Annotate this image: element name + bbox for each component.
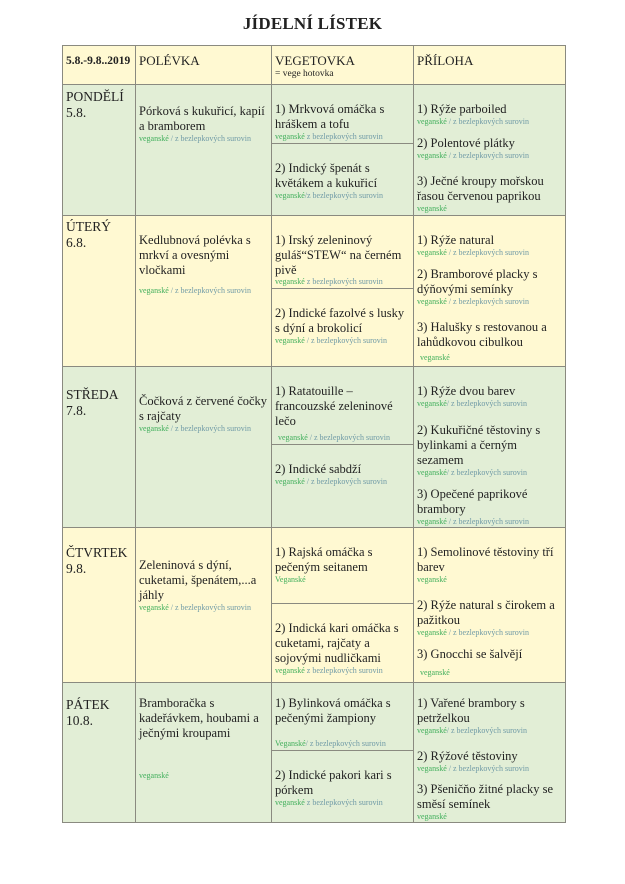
vegan-label: veganské — [275, 477, 305, 486]
main-name: 1) Bylinková omáčka s pečenými žampiony — [275, 696, 391, 725]
main-note — [275, 575, 410, 585]
soup-name: Kedlubnová polévka s mrkví a ovesnými vločkami — [139, 233, 251, 277]
soup-name: Bramboračka s kadeřávkem, houbami a ječnými kroupami — [139, 696, 259, 740]
vegan-label: veganské — [275, 191, 305, 200]
header-main-cell — [272, 46, 414, 84]
vegan-label: veganské — [417, 117, 447, 126]
glutenfree-label: / z bezlepkových surovin — [168, 424, 251, 433]
glutenfree-label: / z bezlepkových surovin — [446, 117, 529, 126]
glutenfree-label: / z bezlepkových surovin — [446, 726, 527, 735]
side-note — [417, 575, 562, 585]
glutenfree-label: / z bezlepkových surovin — [446, 151, 529, 160]
side-cell — [414, 85, 565, 215]
vegan-label: Veganské — [275, 739, 306, 748]
vegan-label: Veganské — [275, 575, 306, 584]
main-cell — [272, 683, 414, 822]
vegan-label: veganské — [417, 726, 447, 735]
soup-note — [139, 286, 268, 296]
soup-note — [139, 771, 268, 781]
soup-name: Zeleninová s dýní, cuketami, špenátem,...a jáhly — [139, 558, 257, 602]
glutenfree-label: / z bezlepkových surovin — [446, 399, 527, 408]
vegan-label: veganské — [417, 764, 447, 773]
day-date: 9.8. — [66, 561, 87, 576]
glutenfree-label: /z bezlepkových surovin — [304, 191, 383, 200]
page-title: JÍDELNÍ LÍSTEK — [242, 14, 383, 33]
vegan-label: veganské — [275, 666, 305, 675]
side-name: 1) Semolinové těstoviny tří barev — [417, 545, 554, 574]
menu-table — [62, 45, 566, 823]
glutenfree-label: / z bezlepkových surovin — [446, 297, 529, 306]
day-name: STŘEDA — [66, 387, 119, 402]
side-note — [417, 297, 562, 307]
soup-note — [139, 603, 268, 613]
main-name: 2) Indické pakori kari s pórkem — [275, 768, 392, 797]
soup-cell — [136, 85, 272, 215]
header-side-cell — [414, 46, 565, 84]
header-side: PŘÍLOHA — [417, 53, 474, 68]
vegan-label: veganské — [417, 248, 447, 257]
side-cell — [414, 216, 565, 366]
vegan-label: veganské — [420, 353, 450, 362]
main-item — [272, 216, 413, 289]
glutenfree-label: / z bezlepkových surovin — [446, 764, 529, 773]
side-name: 3) Opečené paprikové brambory — [417, 487, 528, 516]
main-name: 1) Irský zeleninový guláš“STEW“ na černém pivě — [275, 233, 402, 277]
vegan-label: veganské — [275, 277, 305, 286]
header-main: VEGETOVKA — [275, 53, 355, 68]
soup-name: Čočková z červené čočky s rajčaty — [139, 394, 268, 423]
day-row-thursday — [63, 528, 565, 683]
main-note — [275, 132, 410, 142]
main-name: 1) Ratatouille – francouzské zeleninové lečo — [275, 384, 393, 428]
vegan-label: veganské — [278, 433, 308, 442]
glutenfree-label: / z bezlepkových surovin — [446, 248, 529, 257]
soup-note — [139, 134, 268, 144]
day-name: PONDĚLÍ — [66, 89, 124, 104]
main-item — [272, 367, 413, 445]
main-name: 2) Indický špenát s květákem a kukuřicí — [275, 161, 378, 190]
main-cell — [272, 367, 414, 527]
header-date-cell — [63, 46, 136, 84]
glutenfree-label: / z bezlepkových surovin — [168, 134, 251, 143]
side-name: 2) Rýžové těstoviny — [417, 749, 518, 763]
side-note — [420, 668, 562, 678]
side-cell — [414, 367, 565, 527]
main-note — [278, 433, 410, 443]
main-item — [272, 85, 413, 144]
vegan-label: veganské — [420, 668, 450, 677]
main-item — [272, 528, 413, 604]
header-soup-cell — [136, 46, 272, 84]
day-date: 7.8. — [66, 403, 87, 418]
main-note — [275, 739, 410, 749]
glutenfree-label: / z bezlepkových surovin — [304, 336, 387, 345]
soup-cell — [136, 367, 272, 527]
side-name: 2) Rýže natural s čirokem a pažitkou — [417, 598, 555, 627]
glutenfree-label: / z bezlepkových surovin — [446, 517, 529, 526]
main-note — [275, 336, 410, 346]
glutenfree-label: / z bezlepkových surovin — [446, 468, 527, 477]
side-name: 1) Rýže dvou barev — [417, 384, 516, 398]
main-item — [272, 445, 413, 528]
side-note — [417, 726, 562, 736]
soup-cell — [136, 528, 272, 682]
header-soup: POLÉVKA — [139, 53, 200, 68]
date-range: 5.8.-9.8..2019 — [66, 55, 131, 67]
side-note — [417, 399, 562, 409]
day-cell — [63, 216, 136, 366]
side-name: 1) Rýže parboiled — [417, 102, 507, 116]
day-row-tuesday — [63, 216, 565, 367]
glutenfree-label: / z bezlepkových surovin — [307, 433, 390, 442]
side-note — [417, 517, 562, 527]
side-note — [417, 117, 562, 127]
main-name: 2) Indická kari omáčka s cuketami, rajčaty a sojovými nudličkami — [275, 621, 399, 665]
main-note — [275, 191, 410, 201]
side-name: 1) Vařené brambory s petrželkou — [417, 696, 525, 725]
main-note — [275, 666, 410, 676]
main-name: 2) Indické fazolvé s lusky s dýní a brokolicí — [275, 306, 405, 335]
main-item — [272, 683, 413, 751]
vegan-label: veganské — [417, 575, 447, 584]
vegan-label: veganské — [139, 603, 169, 612]
glutenfree-label: / z bezlepkových surovin — [446, 628, 529, 637]
vegan-label: veganské — [139, 134, 169, 143]
main-cell — [272, 216, 414, 366]
day-name: ÚTERÝ — [66, 219, 111, 234]
main-item — [272, 604, 413, 683]
soup-cell — [136, 216, 272, 366]
side-note — [417, 204, 562, 214]
soup-note — [139, 424, 268, 434]
main-note — [275, 277, 410, 287]
side-cell — [414, 683, 565, 822]
glutenfree-label: z bezlepkových surovin — [304, 132, 383, 141]
vegan-label: veganské — [139, 286, 169, 295]
day-row-monday — [63, 85, 565, 216]
day-name: PÁTEK — [66, 697, 110, 712]
header-main-sub: = vege hotovka — [275, 69, 334, 79]
side-name: 3) Ječné kroupy mořskou řasou červenou paprikou — [417, 174, 544, 203]
vegan-label: veganské — [417, 399, 447, 408]
main-item — [272, 144, 413, 216]
day-cell — [63, 85, 136, 215]
side-note — [417, 151, 562, 161]
day-cell — [63, 528, 136, 682]
day-date: 6.8. — [66, 235, 87, 250]
day-cell — [63, 683, 136, 822]
side-name: 1) Rýže natural — [417, 233, 495, 247]
glutenfree-label: / z bezlepkových surovin — [168, 286, 251, 295]
vegan-label: veganské — [417, 812, 447, 821]
vegan-label: veganské — [275, 132, 305, 141]
vegan-label: veganské — [275, 336, 305, 345]
main-cell — [272, 528, 414, 682]
side-name: 3) Gnocchi se šalvějí — [417, 647, 523, 661]
side-note — [417, 764, 562, 774]
side-name: 3) Halušky s restovanou a lahůdkovou cibulkou — [417, 320, 547, 349]
side-note — [417, 628, 562, 638]
glutenfree-label: / z bezlepkových surovin — [304, 477, 387, 486]
side-note — [417, 812, 562, 822]
side-note — [417, 248, 562, 258]
day-row-friday — [63, 683, 565, 822]
soup-cell — [136, 683, 272, 822]
glutenfree-label: z bezlepkových surovin — [304, 666, 383, 675]
day-date: 10.8. — [66, 713, 93, 728]
side-name: 2) Kukuřičné těstoviny s bylinkami a černým sezamem — [417, 423, 541, 467]
day-row-wednesday — [63, 367, 565, 528]
glutenfree-label: / z bezlepkových surovin — [168, 603, 251, 612]
glutenfree-label: z bezlepkových surovin — [304, 277, 383, 286]
side-note — [420, 353, 562, 363]
vegan-label: veganské — [417, 151, 447, 160]
main-name: 1) Mrkvová omáčka s hráškem a tofu — [275, 102, 385, 131]
glutenfree-label: z bezlepkových surovin — [304, 798, 383, 807]
vegan-label: veganské — [417, 468, 447, 477]
vegan-label: veganské — [417, 628, 447, 637]
side-cell — [414, 528, 565, 682]
main-item — [272, 751, 413, 822]
vegan-label: veganské — [417, 517, 447, 526]
glutenfree-label: / z bezlepkových surovin — [305, 739, 386, 748]
main-name: 1) Rajská omáčka s pečeným seitanem — [275, 545, 373, 574]
vegan-label: veganské — [139, 424, 169, 433]
main-note — [275, 798, 410, 808]
main-cell — [272, 85, 414, 215]
side-note — [417, 468, 562, 478]
vegan-label: veganské — [417, 297, 447, 306]
main-name: 2) Indické sabdží — [275, 462, 362, 476]
day-name: ČTVRTEK — [66, 545, 128, 560]
vegan-label: veganské — [417, 204, 447, 213]
header-row — [63, 46, 565, 85]
vegan-label: veganské — [275, 798, 305, 807]
day-date: 5.8. — [66, 105, 87, 120]
side-name: 2) Polentové plátky — [417, 136, 515, 150]
vegan-label: veganské — [139, 771, 169, 780]
day-cell — [63, 367, 136, 527]
main-item — [272, 289, 413, 367]
main-note — [275, 477, 410, 487]
side-name: 2) Bramborové placky s dýňovými semínky — [417, 267, 538, 296]
soup-name: Pórková s kukuřicí, kapií a bramborem — [139, 104, 265, 133]
side-name: 3) Pšeničňo žitné placky se směsí semínek — [417, 782, 554, 811]
